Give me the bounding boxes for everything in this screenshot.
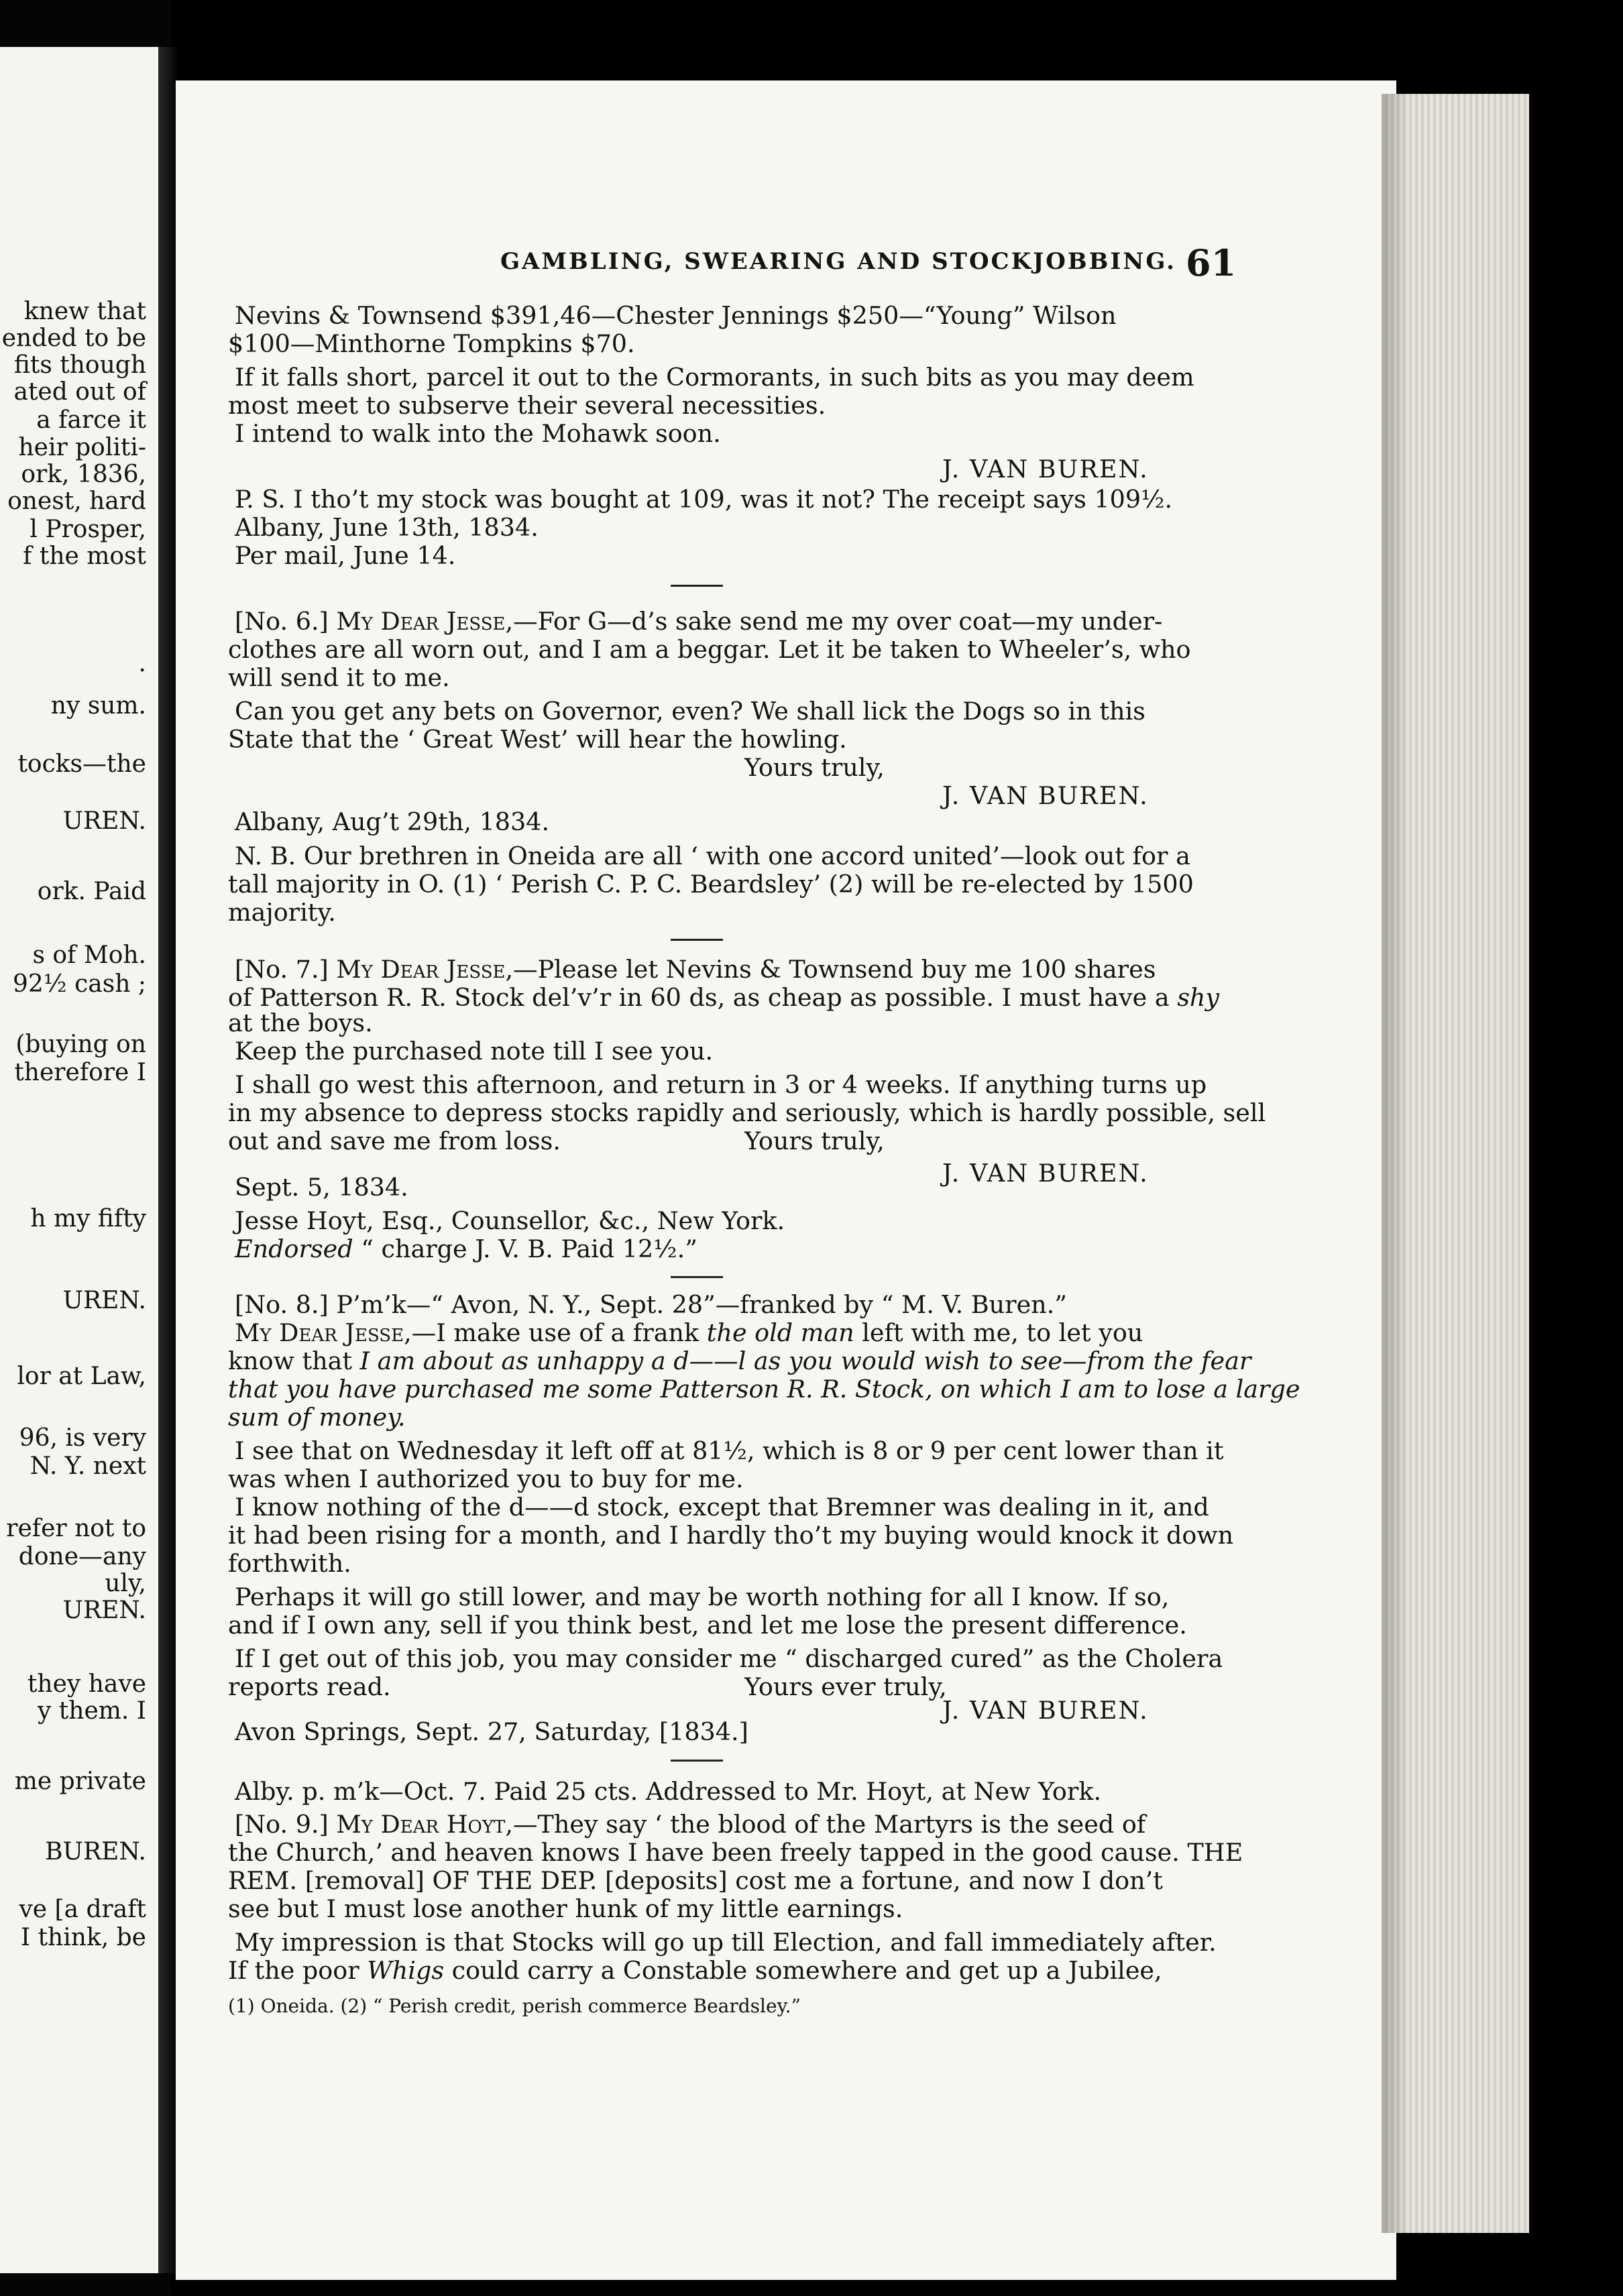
text-line: clothes are all worn out, and I am a beggar. Let it be taken to Wheeler’s, who (228, 635, 1191, 664)
left-line: therefore I (14, 1059, 146, 1086)
text-run: —They say ‘ the blood of the Martyrs is the seed of (512, 1810, 1146, 1839)
text-line: Perhaps it will go still lower, and may be worth nothing for all I know. If so, (235, 1583, 1170, 1611)
text-line: If I get out of this job, you may consider me “ discharged cured” as the Cholera (235, 1644, 1223, 1673)
closing: Yours truly, (744, 753, 885, 782)
text-line: Can you get any bets on Governor, even? We shall lick the Dogs so in this (235, 697, 1145, 726)
left-line: refer not to (6, 1515, 146, 1542)
text-line: tall majority in O. (1) ‘ Perish C. P. C. Beardsley’ (2) will be re-elected by 1500 (228, 870, 1194, 899)
date-line: Albany, June 13th, 1834. (235, 513, 539, 542)
text-line: out and save me from loss. (228, 1127, 561, 1155)
text-line: Keep the purchased note till I see you. (235, 1037, 714, 1066)
text-line: at the boys. (228, 1009, 373, 1037)
left-line: fits though (13, 351, 146, 379)
text-line: it had been rising for a month, and I hardly tho’t my buying would knock it down (228, 1521, 1234, 1550)
section-rule (671, 939, 723, 941)
letter-number: [No. 9.] (235, 1810, 329, 1839)
closing: Yours ever truly, (744, 1672, 947, 1701)
text-line: My impression is that Stocks will go up till Election, and fall immediately after. (235, 1928, 1217, 1957)
letter-salutation: My Dear Jesse, (336, 607, 514, 636)
text-line: I shall go west this afternoon, and return in 3 or 4 weeks. If anything turns up (235, 1070, 1207, 1099)
left-line: a farce it (36, 406, 146, 434)
text-run: could carry a Constable somewhere and get up a Jubilee, (444, 1956, 1162, 1985)
letter-salutation: My Dear Jesse, (336, 955, 514, 984)
signature: J. VAN BUREN. (942, 455, 1149, 483)
text-line: and if I own any, sell if you think best, and let me lose the present difference. (228, 1611, 1187, 1640)
text-line: I know nothing of the d——d stock, except that Bremner was dealing in it, and (235, 1493, 1209, 1522)
left-line: heir politi- (18, 434, 146, 461)
left-line: UREN. (62, 1287, 146, 1314)
running-head: GAMBLING, SWEARING AND STOCKJOBBING. (500, 248, 1176, 275)
left-page-fragment (0, 47, 158, 2273)
left-line: ork. Paid (37, 878, 146, 905)
left-line: UREN. (62, 807, 146, 835)
section-rule (671, 1760, 723, 1762)
left-line: 96, is very (19, 1424, 146, 1452)
left-line: h my fifty (30, 1205, 146, 1232)
left-line: (buying on (15, 1031, 146, 1058)
text-line: the Church,’ and heaven knows I have been freely tapped in the good cause. THE (228, 1838, 1243, 1867)
text-run: —I make use of a frank (411, 1318, 707, 1347)
text-line: Per mail, June 14. (235, 541, 456, 570)
text-run-italic: the old man (706, 1318, 854, 1347)
section-rule (671, 1276, 723, 1278)
text-run: of Patterson R. R. Stock del’v’r in 60 ds, as cheap as possible. I must have a (228, 983, 1178, 1012)
left-line: done—any (18, 1543, 146, 1570)
text-run-italic: shy (1177, 983, 1220, 1012)
page-edges-shadow (1382, 94, 1408, 2233)
left-line: onest, hard (7, 487, 146, 515)
left-line: s of Moh. (32, 941, 146, 969)
text-line: will send it to me. (228, 663, 450, 692)
text-line (235, 1235, 697, 1263)
text-run: know that (228, 1346, 360, 1375)
left-line: ny sum. (50, 692, 146, 720)
text-run: left with me, to let you (854, 1318, 1143, 1347)
text-line: Jesse Hoyt, Esq., Counsellor, &c., New York. (235, 1206, 785, 1235)
left-line: me private (14, 1768, 146, 1795)
section-rule (671, 585, 723, 587)
text-run-italic: I am about as unhappy a d——l as you would wish to see—from the fear (359, 1346, 1251, 1375)
text-line: If it falls short, parcel it out to the Cormorants, in such bits as you may deem (235, 363, 1194, 392)
date-line: Avon Springs, Sept. 27, Saturday, [1834.] (235, 1717, 748, 1746)
left-line: ve [a draft (19, 1896, 146, 1923)
text-line: majority. (228, 898, 336, 927)
left-line: I think, be (20, 1924, 146, 1951)
text-line: reports read. (228, 1672, 391, 1701)
text-run: If the poor (228, 1956, 368, 1985)
letter-salutation: My Dear Hoyt, (336, 1810, 513, 1839)
letter-number: [No. 6.] (235, 607, 329, 636)
text-line: that you have purchased me some Patterson R. R. Stock, on which I am to lose a large (228, 1375, 1300, 1403)
text-line: I intend to walk into the Mohawk soon. (235, 419, 721, 448)
footnote: (1) Oneida. (2) “ Perish credit, perish commerce Beardsley.” (228, 1995, 801, 2017)
closing: Yours truly, (744, 1127, 885, 1155)
text-line (228, 1957, 1162, 1985)
text-run: —For G—d’s sake send me my over coat—my under- (513, 607, 1163, 636)
text-line: forthwith. (228, 1549, 351, 1578)
left-line: N. Y. next (30, 1452, 146, 1480)
text-line: see but I must lose another hunk of my little earnings. (228, 1894, 903, 1923)
text-line: sum of money. (228, 1403, 406, 1432)
left-line: UREN. (62, 1597, 146, 1624)
letter-heading (235, 956, 1156, 984)
signature: J. VAN BUREN. (942, 1159, 1149, 1188)
letter-heading: [No. 8.] P’m’k—“ Avon, N. Y., Sept. 28”—franked by “ M. V. Buren.” (235, 1290, 1067, 1319)
text-line: State that the ‘ Great West’ will hear the howling. (228, 725, 847, 754)
text-line: N. B. Our brethren in Oneida are all ‘ with one accord united’—look out for a (235, 842, 1190, 870)
date-line: Sept. 5, 1834. (235, 1173, 408, 1202)
left-line: ork, 1836, (21, 461, 146, 488)
left-line: l Prosper, (30, 516, 146, 543)
left-line: f the most (23, 542, 146, 570)
text-line: Nevins & Townsend $391,46—Chester Jennings $250—“Young” Wilson (235, 301, 1117, 330)
text-line: REM. [removal] OF THE DEP. [deposits] cost me a fortune, and now I don’t (228, 1866, 1163, 1895)
left-line: knew that (23, 298, 146, 325)
signature: J. VAN BUREN. (942, 1696, 1149, 1725)
text-line: most meet to subserve their several necessities. (228, 391, 826, 420)
left-line: 92½ cash ; (12, 970, 146, 998)
page-number: 61 (1186, 241, 1237, 284)
left-line: they have (27, 1670, 146, 1698)
text-line (228, 984, 1219, 1012)
letter-heading (235, 608, 1162, 636)
left-line: lor at Law, (17, 1363, 146, 1390)
letter-salutation: My Dear Jesse, (235, 1318, 412, 1347)
letter-heading (235, 1811, 1145, 1839)
text-line (228, 1347, 1251, 1375)
left-line: ended to be (1, 325, 146, 352)
letter-number: [No. 7.] (235, 955, 329, 984)
text-line: $100—Minthorne Tompkins $70. (228, 329, 635, 358)
left-line: y them. I (38, 1697, 146, 1725)
text-run: —Please let Nevins & Townsend buy me 100 shares (513, 955, 1156, 984)
left-line: tocks—the (17, 750, 146, 778)
text-line: in my absence to depress stocks rapidly and seriously, which is hardly possible, sell (228, 1098, 1266, 1127)
text-line: Alby. p. m’k—Oct. 7. Paid 25 cts. Addressed to Mr. Hoyt, at New York. (235, 1777, 1102, 1806)
signature: J. VAN BUREN. (942, 781, 1149, 810)
left-line: . (138, 650, 146, 677)
text-run-italic: Endorsed (235, 1235, 353, 1263)
left-line: ated out of (13, 378, 146, 406)
text-line: P. S. I tho’t my stock was bought at 109, was it not? The receipt says 109½. (235, 485, 1173, 514)
text-run: “ charge J. V. B. Paid 12½.” (353, 1235, 697, 1263)
date-line: Albany, Aug’t 29th, 1834. (235, 807, 550, 836)
text-line (235, 1319, 1143, 1347)
left-line: BUREN. (45, 1838, 146, 1866)
text-line: I see that on Wednesday it left off at 81½, which is 8 or 9 per cent lower than it (235, 1436, 1224, 1465)
left-line: uly, (105, 1570, 146, 1597)
text-line: was when I authorized you to buy for me. (228, 1465, 744, 1493)
text-run-italic: Whigs (367, 1956, 445, 1985)
